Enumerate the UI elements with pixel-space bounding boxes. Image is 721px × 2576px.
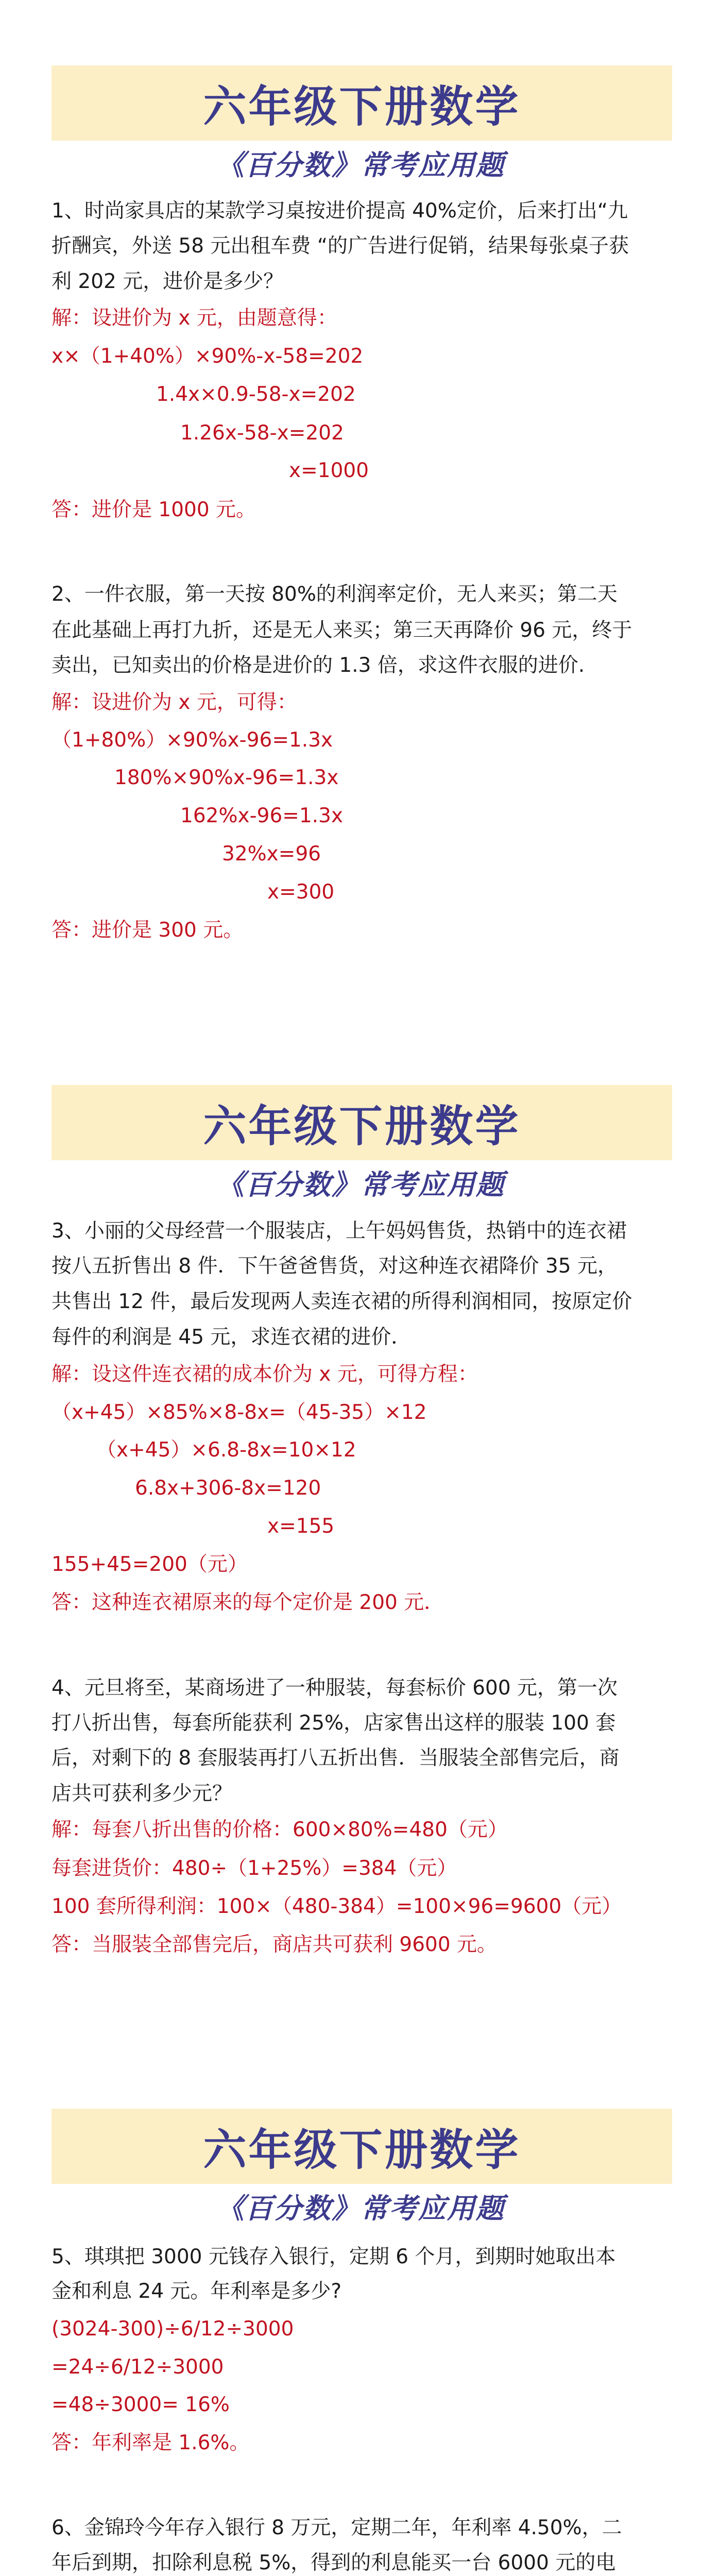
question-line: 金和利息 24 元。年利率是多少? xyxy=(52,2280,342,2303)
solution-line: x=1000 xyxy=(289,459,369,482)
banner-title: 六年级下册数学 xyxy=(203,1100,521,1151)
solution-line: 6.8x+306-8x=120 xyxy=(135,1477,321,1500)
banner-title: 六年级下册数学 xyxy=(203,2124,521,2175)
solution-line: 答：这种连衣裙原来的每个定价是 200 元． xyxy=(52,1591,444,1614)
question-line: 后，对剩下的 8 套服装再打八五折出售．当服装全部售完后，商 xyxy=(52,1747,620,1770)
question-line: 共售出 12 件，最后发现两人卖连衣裙的所得利润相同，按原定价 xyxy=(52,1290,632,1313)
question-line: 折酬宾，外送 58 元出租车费 “的广告进行促销，结果每张桌子获 xyxy=(52,234,629,258)
subtitle: 《百分数》常考应用题 xyxy=(216,2192,505,2225)
solution-line: （x+45）×6.8-8x=10×12 xyxy=(96,1438,356,1462)
solution-line: 答：年利率是 1.6%。 xyxy=(52,2431,250,2454)
question-line: 2、一件衣服，第一天按 80%的利润率定价，无人来买；第二天 xyxy=(52,583,617,606)
solution-line: （1+80%）×90%x-96=1.3x xyxy=(52,728,333,752)
question-line: 4、元旦将至，某商场进了一种服装，每套标价 600 元，第一次 xyxy=(52,1676,618,1700)
solution-line: 解：设这件连衣裙的成本价为 x 元，可得方程： xyxy=(52,1363,478,1386)
solution-line: 答：进价是 1000 元。 xyxy=(52,498,256,521)
solution-line: 32%x=96 xyxy=(222,842,321,866)
solution-line: 答：进价是 300 元。 xyxy=(52,919,244,942)
solution-line: 1.4x×0.9-58-x=202 xyxy=(156,383,356,406)
question-line: 6、金锦玲今年存入银行 8 万元，定期二年，年利率 4.50%，二 xyxy=(52,2516,622,2539)
solution-line: x=300 xyxy=(267,880,335,904)
solution-line: 每套进货价：480÷（1+25%）=384（元） xyxy=(52,1857,457,1880)
question-line: 1、时尚家具店的某款学习桌按进价提高 40%定价，后来打出“九 xyxy=(52,199,628,223)
solution-line: =48÷3000= 16% xyxy=(52,2393,230,2416)
solution-line: =24÷6/12÷3000 xyxy=(52,2355,224,2379)
title-banner xyxy=(52,2109,672,2184)
banner-title: 六年级下册数学 xyxy=(203,81,521,132)
solution-line: 解：每套八折出售的价格：600×80%=480（元） xyxy=(52,1818,508,1841)
solution-line: （x+45）×85%×8-8x=（45-35）×12 xyxy=(52,1401,427,1424)
question-line: 在此基础上再打九折，还是无人来买；第三天再降价 96 元，终于 xyxy=(52,619,632,642)
title-banner xyxy=(52,1085,672,1160)
question-line: 利 202 元，进价是多少？ xyxy=(52,270,284,293)
solution-line: x×（1+40%）×90%-x-58=202 xyxy=(52,345,364,368)
solution-line: 180%×90%x-96=1.3x xyxy=(114,766,339,789)
solution-line: 100 套所得利润：100×（480-384）=100×96=9600（元） xyxy=(52,1895,622,1918)
question-line: 卖出，已知卖出的价格是进价的 1.3 倍，求这件衣服的进价. xyxy=(52,654,585,677)
solution-line: 答：当服装全部售完后，商店共可获利 9600 元。 xyxy=(52,1933,497,1956)
question-line: 打八折出售，每套所能获利 25%，店家售出这样的服装 100 套 xyxy=(52,1711,616,1735)
question-line: 每件的利润是 45 元，求连衣裙的进价． xyxy=(52,1326,411,1349)
question-line: 5、琪琪把 3000 元钱存入银行，定期 6 个月，到期时她取出本 xyxy=(52,2245,616,2268)
solution-line: (3024-300)÷6/12÷3000 xyxy=(52,2317,294,2341)
solution-line: x=155 xyxy=(267,1515,335,1538)
question-line: 店共可获利多少元？ xyxy=(52,1782,233,1805)
solution-line: 解：设进价为 x 元，由题意得： xyxy=(52,307,337,330)
subtitle: 《百分数》常考应用题 xyxy=(216,1168,505,1201)
solution-line: 1.26x-58-x=202 xyxy=(180,421,344,445)
subtitle: 《百分数》常考应用题 xyxy=(216,149,505,181)
question-line: 按八五折售出 8 件．下午爸爸售货，对这种连衣裙降价 35 元， xyxy=(52,1255,618,1278)
question-line: 3、小丽的父母经营一个服装店，上午妈妈售货，热销中的连衣裙 xyxy=(52,1219,627,1243)
title-banner xyxy=(52,65,672,141)
question-line: 年后到期，扣除利息税 5%，得到的利息能买一台 6000 元的电 xyxy=(52,2551,616,2574)
solution-line: 155+45=200（元） xyxy=(52,1553,248,1576)
solution-line: 解：设进价为 x 元，可得： xyxy=(52,691,297,714)
solution-line: 162%x-96=1.3x xyxy=(180,804,344,827)
